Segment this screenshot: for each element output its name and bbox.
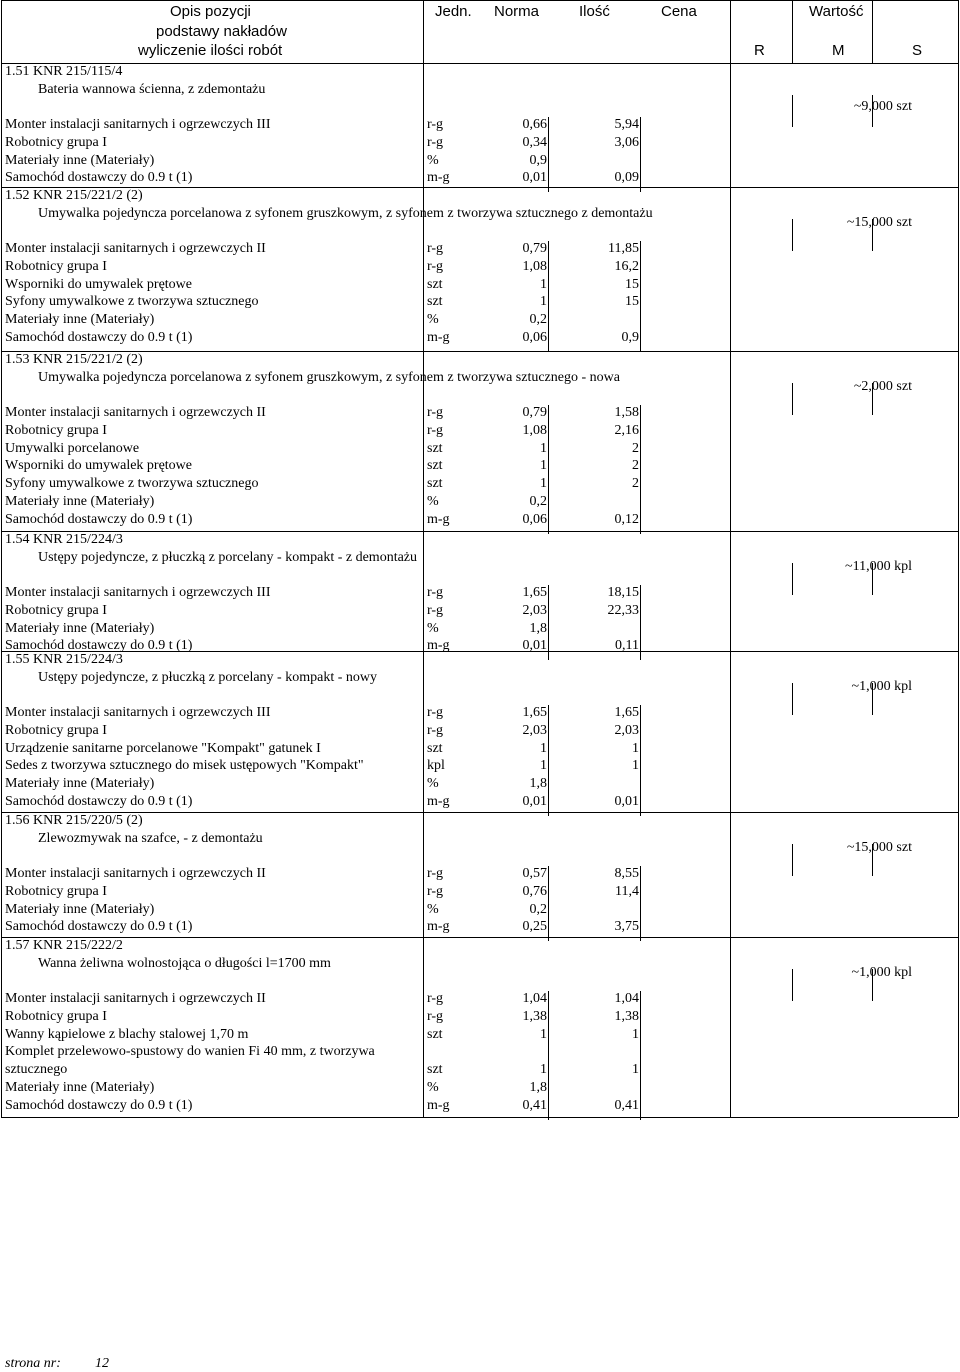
row-divider [1,187,958,188]
row-quantity: 1,38 [614,1008,639,1024]
row-quantity: 2 [632,440,639,456]
row-unit: r-g [427,883,444,899]
row-norm: 1,08 [522,422,547,438]
position-header: 1.53 KNR 215/221/2 (2) [5,352,143,367]
column-divider [792,219,793,251]
column-divider [792,683,793,715]
row-quantity: 0,01 [614,794,639,809]
row-unit: % [427,901,439,917]
row-unit: m-g [427,919,450,935]
row-unit: kpl [427,758,445,774]
column-divider [640,991,641,1120]
column-divider [548,585,549,660]
position-total: ~15,000 szt [846,215,912,230]
row-quantity: 3,75 [614,919,639,935]
row-unit: m-g [427,330,450,345]
row-description: Syfony umywalkowe z tworzywa sztucznego [5,294,259,310]
row-unit: m-g [427,511,450,527]
column-divider [792,563,793,595]
row-unit: m-g [427,638,450,654]
position-total: ~11,000 kpl [845,559,912,574]
row-norm: 0,01 [522,170,547,186]
row-description: Materiały inne (Materiały) [5,494,155,509]
row-unit: r-g [427,241,444,256]
position-header: 1.54 KNR 215/224/3 [5,532,123,547]
row-description: sztucznego [5,1062,68,1078]
row-unit: r-g [427,258,444,274]
row-description: Urządzenie sanitarne porcelanowe "Kompakt" gatunek I [5,740,321,756]
row-quantity: 0,41 [614,1097,639,1113]
row-description: Samochód dostawczy do 0.9 t (1) [5,794,193,809]
row-description: Samochód dostawczy do 0.9 t (1) [5,511,193,527]
row-quantity: 15 [625,276,639,292]
header-ilosc: Ilość [579,3,610,20]
position-title: Umywalka pojedyncza porcelanowa z syfonem gruszkowym, z syfonem z tworzywa sztucznego - nowa [38,370,620,385]
row-norm: 2,03 [522,602,547,618]
column-divider [640,705,641,816]
row-norm: 1,65 [522,705,547,720]
column-divider [640,241,641,352]
table-border-line [423,0,424,1117]
row-unit: r-g [427,1008,444,1024]
row-quantity: 0,11 [615,638,639,654]
row-unit: szt [427,276,443,292]
row-norm: 0,79 [522,241,547,256]
column-divider [640,866,641,941]
table-border-line [958,0,959,1117]
row-quantity: 0,9 [621,330,639,345]
header-norma: Norma [494,3,540,20]
row-unit: % [427,494,439,509]
position-header: 1.57 KNR 215/222/2 [5,938,123,953]
row-unit: % [427,620,439,636]
row-description: Materiały inne (Materiały) [5,1080,155,1095]
row-quantity: 0,09 [614,170,639,186]
row-quantity: 22,33 [607,602,639,618]
row-description: Umywalki porcelanowe [5,440,140,456]
row-description: Samochód dostawczy do 0.9 t (1) [5,638,193,654]
row-divider [1,0,958,1]
header-opis-line1: Opis pozycji [170,3,251,20]
table-border-line [1,0,2,1117]
row-norm: 0,76 [522,883,547,899]
row-quantity: 2,03 [614,722,639,738]
row-description: Robotnicy grupa I [5,422,107,438]
row-description: Materiały inne (Materiały) [5,776,155,792]
row-norm: 1 [540,476,547,492]
row-divider [1,812,958,813]
row-norm: 1 [540,740,547,756]
row-quantity: 0,12 [614,511,639,527]
row-norm: 1 [540,758,547,774]
row-norm: 2,03 [522,722,547,738]
row-norm: 0,41 [522,1097,547,1113]
row-divider [1,63,958,64]
row-norm: 0,2 [529,901,547,917]
header-m: M [832,42,845,59]
row-norm: 1,08 [522,258,547,274]
position-title: Ustępy pojedyncze, z płuczką z porcelany - kompakt - nowy [38,670,377,685]
row-norm: 1 [540,1026,547,1042]
row-norm: 0,34 [522,134,547,150]
column-divider [548,241,549,352]
row-quantity: 8,55 [614,866,639,881]
row-description: Samochód dostawczy do 0.9 t (1) [5,1097,193,1113]
row-description: Monter instalacji sanitarnych i ogrzewczych II [5,241,266,256]
row-description: Materiały inne (Materiały) [5,152,155,168]
row-unit: % [427,1080,439,1095]
position-total: ~1,000 kpl [851,965,912,980]
row-description: Robotnicy grupa I [5,258,107,274]
column-divider [792,969,793,1001]
row-quantity: 1,65 [614,705,639,720]
position-total: ~1,000 kpl [851,679,912,694]
row-norm: 1 [540,276,547,292]
row-description: Materiały inne (Materiały) [5,901,155,917]
header-r: R [754,42,765,59]
row-norm: 1 [540,1062,547,1078]
column-divider [548,405,549,534]
header-opis-line2: podstawy nakładów [156,23,287,40]
row-quantity: 18,15 [607,585,639,600]
row-description: Wanny kąpielowe z blachy stalowej 1,70 m [5,1026,249,1042]
row-quantity: 2,16 [614,422,639,438]
row-unit: m-g [427,1097,450,1113]
position-header: 1.55 KNR 215/224/3 [5,652,123,667]
column-divider [792,95,793,127]
header-wartosc: Wartość [809,3,864,20]
row-description: Monter instalacji sanitarnych i ogrzewczych III [5,585,271,600]
row-quantity: 3,06 [614,134,639,150]
column-divider [792,0,793,63]
position-total: ~2,000 szt [853,379,912,394]
row-quantity: 2 [632,476,639,492]
header-opis-line3: wyliczenie ilości robót [138,42,283,59]
row-norm: 1 [540,458,547,474]
footer-label: strona nr: [5,1356,61,1371]
row-unit: r-g [427,117,444,132]
column-divider [548,705,549,816]
row-description: Samochód dostawczy do 0.9 t (1) [5,330,193,345]
column-divider [640,585,641,660]
column-divider [548,866,549,941]
column-divider [872,0,873,63]
position-title: Umywalka pojedyncza porcelanowa z syfonem gruszkowym, z syfonem z tworzywa sztucznego z demontażu [38,206,653,221]
row-norm: 0,2 [529,312,547,328]
row-norm: 0,06 [522,511,547,527]
row-description: Robotnicy grupa I [5,1008,107,1024]
row-quantity: 1 [632,740,639,756]
position-title: Wanna żeliwna wolnostojąca o długości l=1700 mm [38,956,331,971]
position-title: Bateria wannowa ścienna, z zdemontażu [38,82,266,97]
row-unit: r-g [427,134,444,150]
row-norm: 1,8 [529,1080,547,1095]
row-quantity: 1 [632,758,639,774]
row-unit: szt [427,440,443,456]
column-divider [792,844,793,876]
position-total: ~9,000 szt [853,99,912,114]
row-unit: szt [427,1062,443,1078]
row-description: Materiały inne (Materiały) [5,620,155,636]
row-norm: 0,2 [529,494,547,509]
row-unit: szt [427,1026,443,1042]
position-header: 1.56 KNR 215/220/5 (2) [5,813,143,828]
row-quantity: 11,4 [615,883,639,899]
row-quantity: 5,94 [614,117,639,132]
row-description: Robotnicy grupa I [5,602,107,618]
row-description: Monter instalacji sanitarnych i ogrzewczych III [5,117,271,132]
row-description: Sedes z tworzywa sztucznego do misek ustępowych "Kompakt" [5,758,364,774]
row-description: Monter instalacji sanitarnych i ogrzewczych II [5,405,266,420]
header-jedn: Jedn. [435,3,472,20]
column-divider [548,117,549,192]
row-norm: 0,01 [522,638,547,654]
row-description: Wsporniki do umywalek prętowe [5,276,193,292]
row-description: Komplet przelewowo-spustowy do wanien Fi 40 mm, z tworzywa [5,1044,375,1060]
row-quantity: 1,58 [614,405,639,420]
column-divider [548,991,549,1120]
row-description: Robotnicy grupa I [5,722,107,738]
row-norm: 1 [540,440,547,456]
row-unit: r-g [427,705,444,720]
row-norm: 0,25 [522,919,547,935]
row-description: Robotnicy grupa I [5,883,107,899]
row-description: Materiały inne (Materiały) [5,312,155,328]
row-unit: szt [427,458,443,474]
position-total: ~15,000 szt [846,840,912,855]
row-norm: 1,8 [529,620,547,636]
row-description: Wsporniki do umywalek prętowe [5,458,193,474]
row-norm: 0,57 [522,866,547,881]
row-unit: r-g [427,422,444,438]
row-norm: 1,8 [529,776,547,792]
row-description: Monter instalacji sanitarnych i ogrzewczych III [5,705,271,720]
row-norm: 1,65 [522,585,547,600]
row-unit: r-g [427,722,444,738]
row-divider [1,937,958,938]
position-header: 1.51 KNR 215/115/4 [5,64,123,79]
row-unit: szt [427,294,443,310]
row-unit: % [427,312,439,328]
row-divider [1,351,958,352]
row-description: Samochód dostawczy do 0.9 t (1) [5,919,193,935]
header-s: S [912,42,923,59]
row-divider [1,1117,958,1118]
row-divider [1,531,958,532]
column-divider [640,117,641,192]
row-unit: szt [427,740,443,756]
row-quantity: 11,85 [608,241,639,256]
row-unit: r-g [427,866,444,881]
row-norm: 1,04 [522,991,547,1006]
header-cena: Cena [661,3,697,20]
row-description: Monter instalacji sanitarnych i ogrzewczych II [5,991,266,1006]
row-quantity: 2 [632,458,639,474]
row-norm: 0,06 [522,330,547,345]
row-quantity: 1 [632,1026,639,1042]
row-description: Monter instalacji sanitarnych i ogrzewczych II [5,866,266,881]
column-divider [640,405,641,534]
footer-page-number: 12 [95,1356,109,1371]
position-title: Ustępy pojedyncze, z płuczką z porcelany - kompakt - z demontażu [38,550,418,565]
row-quantity: 1,04 [614,991,639,1006]
row-unit: r-g [427,585,444,600]
row-description: Samochód dostawczy do 0.9 t (1) [5,170,193,186]
row-description: Syfony umywalkowe z tworzywa sztucznego [5,476,259,492]
column-divider [792,383,793,415]
row-norm: 0,9 [529,152,547,168]
row-quantity: 16,2 [614,258,639,274]
row-norm: 1,38 [522,1008,547,1024]
row-unit: r-g [427,602,444,618]
row-unit: r-g [427,405,444,420]
row-description: Robotnicy grupa I [5,134,107,150]
row-unit: % [427,152,439,168]
row-norm: 0,66 [522,117,547,132]
table-border-line [730,0,731,1117]
row-norm: 1 [540,294,547,310]
row-quantity: 15 [625,294,639,310]
row-quantity: 1 [632,1062,639,1078]
row-unit: szt [427,476,443,492]
row-unit: m-g [427,794,450,809]
position-title: Zlewozmywak na szafce, - z demontażu [38,831,263,846]
row-unit: m-g [427,170,450,186]
row-norm: 0,01 [522,794,547,809]
row-norm: 0,79 [522,405,547,420]
row-unit: r-g [427,991,444,1006]
row-unit: % [427,776,439,792]
position-header: 1.52 KNR 215/221/2 (2) [5,188,143,203]
